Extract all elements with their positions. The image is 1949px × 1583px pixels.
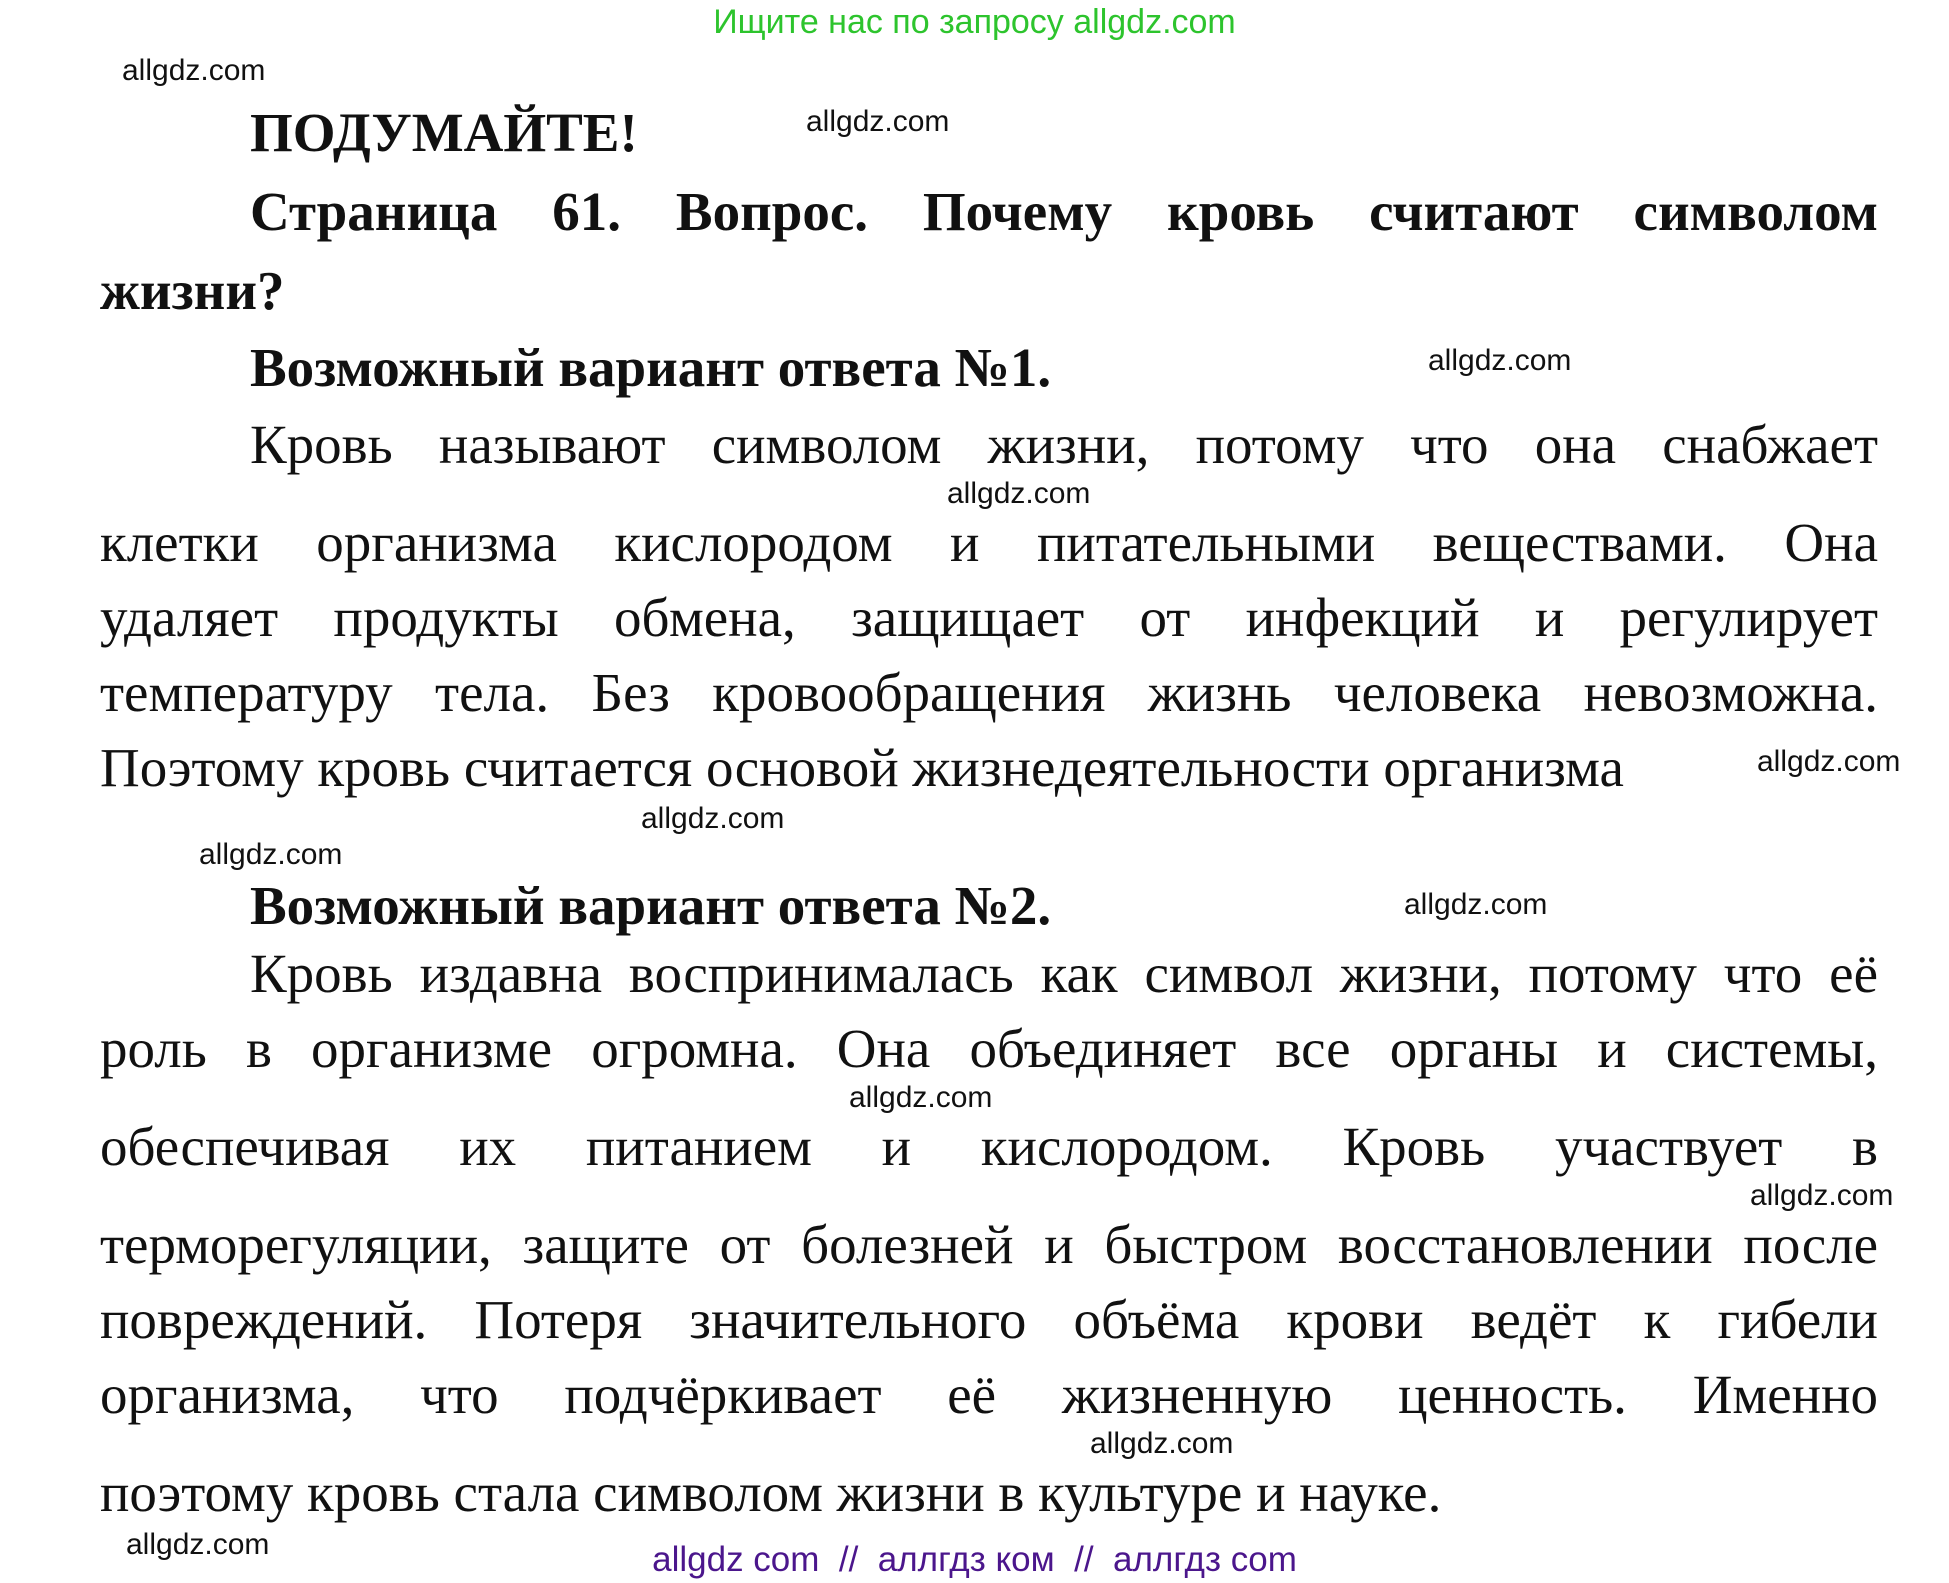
search-banner: Ищите нас по запросу allgdz.com <box>713 3 1236 41</box>
answer1-line: удаляет продукты обмена, защищает от инфекций и регулирует <box>100 587 1878 648</box>
watermark: allgdz.com <box>1090 1427 1234 1460</box>
watermark: allgdz.com <box>126 1528 270 1561</box>
footer-links: allgdz com // аллгдз ком // аллгдз com <box>652 1540 1297 1579</box>
watermark: allgdz.com <box>1750 1179 1894 1212</box>
answer2-line: организма, что подчёркивает её жизненную ценность. Именно <box>100 1364 1878 1425</box>
answer2-line: поэтому кровь стала символом жизни в культуре и науке. <box>100 1462 1442 1523</box>
answer2-title: Возможный вариант ответа №2. <box>250 875 1052 936</box>
watermark: allgdz.com <box>1404 888 1548 921</box>
watermark: allgdz.com <box>806 105 950 138</box>
heading: ПОДУМАЙТЕ! <box>250 102 638 163</box>
watermark: allgdz.com <box>122 54 266 87</box>
answer2-line: обеспечивая их питанием и кислородом. Кровь участвует в <box>100 1116 1878 1177</box>
watermark: allgdz.com <box>641 802 785 835</box>
watermark: allgdz.com <box>947 477 1091 510</box>
question-line: Страница 61. Вопрос. Почему кровь считают символом <box>250 181 1878 242</box>
answer1-line: клетки организма кислородом и питательными веществами. Она <box>100 512 1878 573</box>
answer1-line: температуру тела. Без кровообращения жизнь человека невозможна. <box>100 662 1878 723</box>
answer1-title: Возможный вариант ответа №1. <box>250 337 1052 398</box>
watermark: allgdz.com <box>1428 344 1572 377</box>
answer2-line: роль в организме огромна. Она объединяет все органы и системы, <box>100 1018 1878 1079</box>
watermark: allgdz.com <box>1757 745 1901 778</box>
answer1-line: Поэтому кровь считается основой жизнедеятельности организма <box>100 737 1624 798</box>
question-line: жизни? <box>100 260 285 321</box>
answer2-line: повреждений. Потеря значительного объёма крови ведёт к гибели <box>100 1289 1878 1350</box>
answer2-line: терморегуляции, защите от болезней и быстром восстановлении после <box>100 1214 1878 1275</box>
watermark: allgdz.com <box>199 838 343 871</box>
answer1-line: Кровь называют символом жизни, потому что она снабжает <box>250 414 1878 475</box>
watermark: allgdz.com <box>849 1081 993 1114</box>
answer2-line: Кровь издавна воспринималась как символ жизни, потому что её <box>250 943 1878 1004</box>
